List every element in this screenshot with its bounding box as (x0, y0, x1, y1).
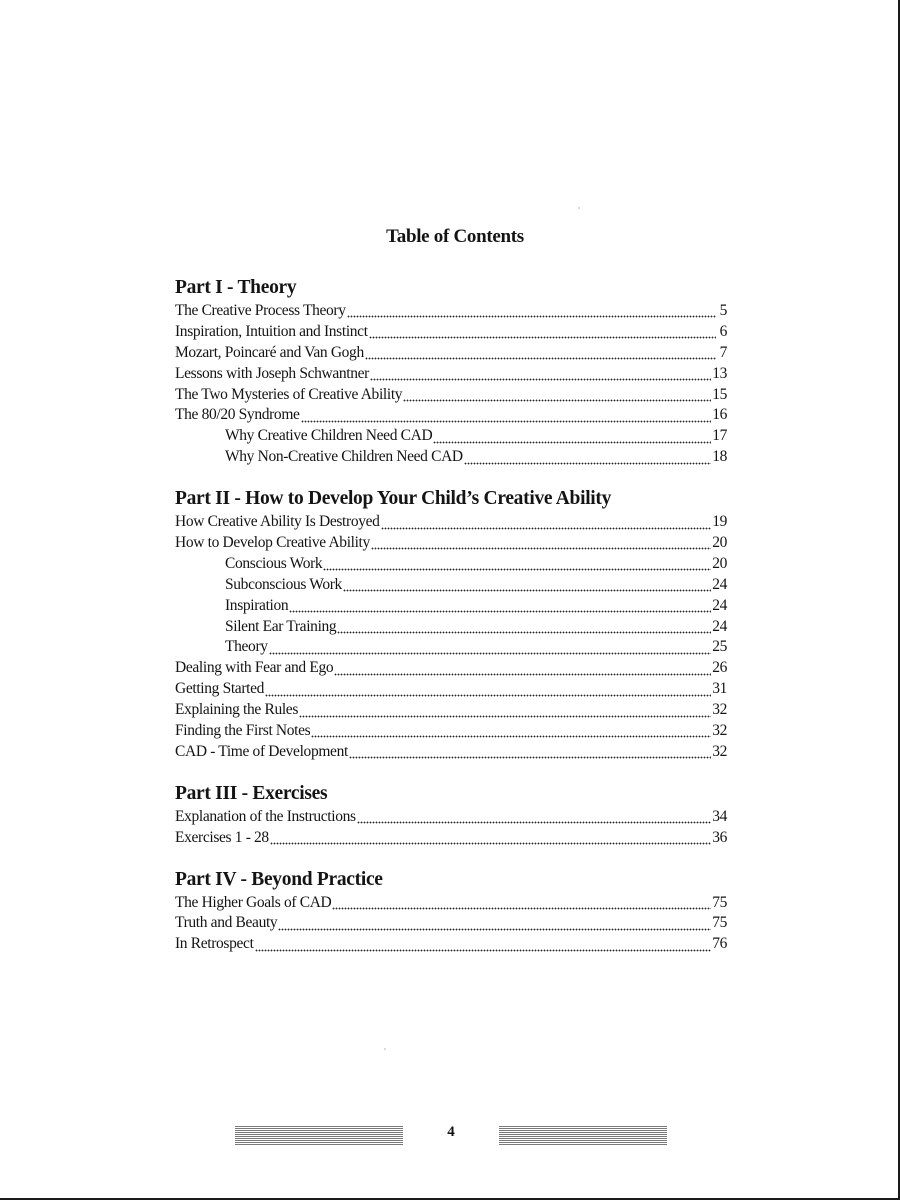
toc-entry (175, 512, 727, 533)
toc-entry-title: Inspiration (225, 596, 289, 614)
toc-entry-title: CAD - Time of Development (175, 742, 348, 760)
toc-entry-title: Subconscious Work (225, 575, 342, 593)
dot-leader (369, 336, 716, 340)
toc-entry (175, 364, 727, 385)
dot-leader (370, 378, 711, 382)
scan-speck (384, 1048, 386, 1050)
toc-part (175, 866, 727, 956)
toc-entry-title: Theory (225, 638, 268, 656)
toc-entry (175, 658, 727, 679)
toc-entry-title: Inspiration, Intuition and Instinct (175, 322, 368, 340)
toc-entry (175, 934, 727, 955)
toc-entry-page: 32 (712, 722, 727, 740)
toc-entry (175, 533, 727, 554)
part-heading: Part III - Exercises (175, 782, 328, 804)
toc-entry-page: 26 (712, 659, 727, 677)
dot-leader (334, 673, 711, 677)
toc-entry (175, 742, 727, 763)
toc-entry-title: Explanation of the Instructions (175, 807, 356, 825)
part-heading: Part I - Theory (175, 277, 297, 298)
toc-entry-title: Why Creative Children Need CAD (225, 427, 433, 445)
toc-entry-page: 32 (712, 742, 727, 760)
toc-entry (175, 893, 727, 914)
toc-entry-title: Explaining the Rules (175, 701, 299, 719)
toc-entry-title: Truth and Beauty (175, 914, 278, 932)
toc-entry (175, 575, 727, 596)
toc-entry-page: 24 (712, 617, 727, 635)
toc-entry-page: 7 (719, 343, 727, 361)
toc-entry-page: 36 (712, 828, 727, 846)
dot-leader (323, 568, 711, 572)
toc-entry-title: Finding the First Notes (175, 722, 311, 740)
toc-entry-page: 34 (712, 807, 727, 825)
toc-entry (175, 385, 727, 406)
toc-entry-page: 32 (712, 701, 727, 719)
dot-leader (403, 399, 711, 403)
toc-entry (175, 322, 727, 343)
dot-leader (381, 527, 712, 531)
toc-entry-page: 18 (712, 448, 727, 466)
dot-leader (299, 715, 711, 719)
toc-entry-page: 25 (712, 638, 727, 656)
toc-entry (175, 913, 727, 934)
dot-leader (278, 928, 711, 932)
page-number: 4 (447, 1124, 455, 1140)
footer-rule-right (499, 1126, 667, 1146)
page-footer (235, 1123, 667, 1149)
toc-entry-page: 13 (712, 364, 727, 382)
toc-part (175, 485, 727, 763)
dot-leader (371, 547, 711, 551)
toc-entry (175, 596, 727, 617)
toc-entry-page: 5 (719, 302, 727, 319)
toc-entry-title: The Two Mysteries of Creative Ability (175, 385, 403, 403)
toc-entry-page: 19 (712, 513, 727, 531)
toc-entry-title: Getting Started (175, 680, 265, 698)
dot-leader (270, 842, 711, 846)
page-title: Table of Contents (386, 226, 524, 247)
dot-leader (433, 441, 711, 445)
toc-entry-title: The Creative Process Theory (175, 302, 346, 319)
toc-entry-page: 75 (712, 893, 727, 911)
part-heading: Part II - How to Develop Your Child’s Creative Ability (175, 488, 612, 510)
dot-leader (255, 949, 712, 953)
toc-entry-title: How to Develop Creative Ability (175, 534, 370, 552)
toc-entry (175, 554, 727, 575)
toc-entry-title: Silent Ear Training (225, 617, 337, 635)
toc-entry-page: 76 (712, 935, 727, 953)
dot-leader (289, 610, 711, 614)
table-of-contents (175, 274, 727, 972)
toc-entry (175, 828, 727, 849)
toc-entry-page: 75 (712, 914, 727, 932)
dot-leader (337, 631, 711, 635)
toc-entry-title: Lessons with Joseph Schwantner (175, 364, 369, 382)
toc-entry-title: Conscious Work (225, 554, 323, 572)
toc-entry-page: 15 (712, 385, 727, 403)
toc-entry (175, 617, 727, 638)
dot-leader (269, 652, 712, 656)
dot-leader (464, 462, 711, 466)
toc-entry (175, 405, 727, 426)
scan-speck (578, 207, 580, 209)
dot-leader (365, 357, 716, 361)
dot-leader (311, 735, 711, 739)
toc-entry (175, 807, 727, 828)
toc-part (175, 274, 727, 468)
dot-leader (265, 694, 711, 698)
toc-entry (175, 721, 727, 742)
toc-entry-title: Dealing with Fear and Ego (175, 659, 334, 677)
dot-leader (349, 756, 711, 760)
toc-entry-page: 31 (712, 680, 727, 698)
toc-entry-title: Why Non-Creative Children Need CAD (225, 448, 463, 466)
toc-entry-page: 20 (712, 534, 727, 552)
dot-leader (357, 821, 711, 825)
dot-leader (332, 907, 711, 911)
toc-entry (175, 700, 727, 721)
toc-entry-title: The Higher Goals of CAD (175, 893, 332, 911)
toc-entry (175, 637, 727, 658)
dot-leader (343, 589, 711, 593)
toc-entry-page: 16 (712, 406, 727, 424)
toc-entry (175, 343, 727, 364)
toc-entry (175, 426, 727, 447)
dot-leader (347, 315, 716, 319)
toc-entry-page: 24 (712, 575, 727, 593)
toc-entry (175, 679, 727, 700)
toc-entry (175, 447, 727, 468)
part-heading: Part IV - Beyond Practice (175, 868, 383, 890)
toc-entry-title: Mozart, Poincaré and Van Gogh (175, 343, 364, 361)
toc-entry-page: 20 (712, 554, 727, 572)
toc-entry-page: 24 (712, 596, 727, 614)
dot-leader (301, 420, 712, 424)
toc-entry-page: 17 (712, 427, 727, 445)
toc-entry (175, 301, 727, 322)
toc-entry-title: How Creative Ability Is Destroyed (175, 513, 380, 531)
toc-entry-page: 6 (719, 322, 727, 340)
toc-entry-title: The 80/20 Syndrome (175, 406, 300, 424)
toc-part (175, 780, 727, 849)
toc-entry-title: In Retrospect (175, 935, 254, 953)
toc-entry-title: Exercises 1 - 28 (175, 828, 269, 846)
